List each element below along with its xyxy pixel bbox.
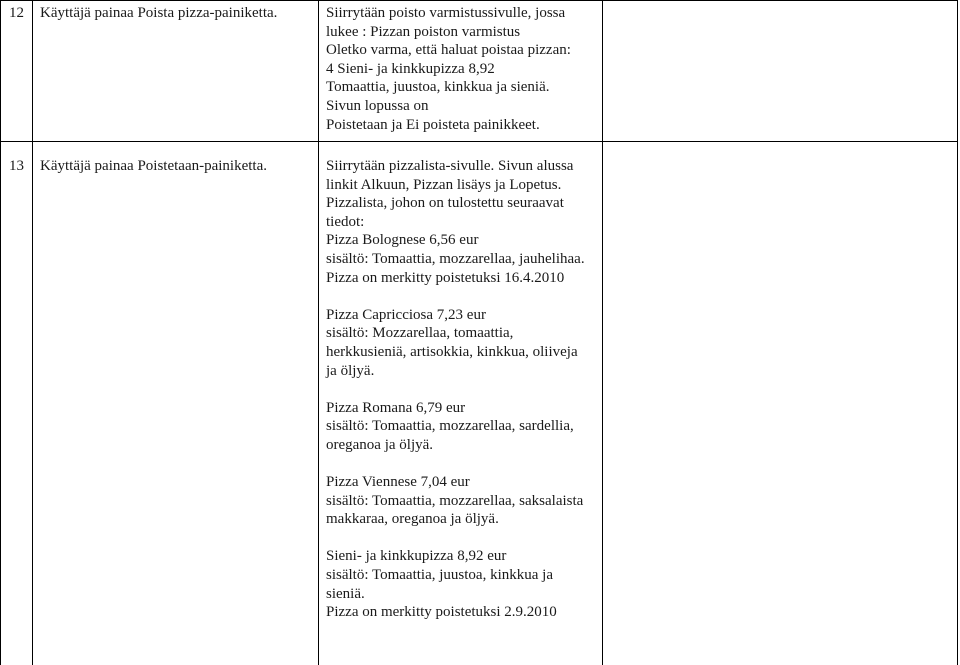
- result-line: makkaraa, oreganoa ja öljyä.: [326, 511, 499, 528]
- result-line: Oletko varma, että haluat poistaa pizzan:: [326, 42, 571, 59]
- blank-line: [326, 287, 585, 306]
- blank-line: [326, 380, 585, 399]
- result-line: sisältö: Tomaattia, mozzarellaa, jauhelihaa.: [326, 250, 585, 267]
- table-divider-result: [602, 0, 603, 665]
- blank-line: [326, 455, 585, 474]
- result-line: Pizzalista, johon on tulostettu seuraavat: [326, 195, 564, 212]
- action-text: Käyttäjä painaa Poista pizza-painiketta.: [40, 5, 278, 21]
- row-divider: [0, 141, 958, 142]
- result-line: ja öljyä.: [326, 362, 375, 379]
- result-line: Pizza Capricciosa 7,23 eur: [326, 306, 486, 323]
- result-line: Tomaattia, juustoa, kinkkua ja sieniä.: [326, 79, 550, 96]
- action-text: Käyttäjä painaa Poistetaan-painiketta.: [40, 158, 267, 174]
- table-border-right: [957, 0, 958, 665]
- result-line: Pizza Viennese 7,04 eur: [326, 474, 470, 491]
- result-line: sieniä.: [326, 585, 365, 602]
- result-line: 4 Sieni- ja kinkkupizza 8,92: [326, 60, 495, 77]
- result-line: linkit Alkuun, Pizzan lisäys ja Lopetus.: [326, 176, 562, 193]
- row-number: 13: [9, 158, 24, 174]
- result-line: sisältö: Mozzarellaa, tomaattia,: [326, 325, 514, 342]
- result-line: tiedot:: [326, 213, 365, 230]
- result-line: Poistetaan ja Ei poisteta painikkeet.: [326, 116, 540, 133]
- result-line: Pizza on merkitty poistetuksi 2.9.2010: [326, 604, 557, 621]
- result-line: sisältö: Tomaattia, mozzarellaa, saksalaista: [326, 492, 584, 509]
- table-divider-number: [32, 0, 33, 665]
- result-line: Sieni- ja kinkkupizza 8,92 eur: [326, 548, 507, 565]
- blank-line: [326, 529, 585, 548]
- result-line: Pizza Bolognese 6,56 eur: [326, 232, 479, 249]
- result-line: Pizza on merkitty poistetuksi 16.4.2010: [326, 269, 565, 286]
- result-line: herkkusieniä, artisokkia, kinkkua, oliiveja: [326, 343, 578, 360]
- result-line: oreganoa ja öljyä.: [326, 436, 434, 453]
- table-divider-action: [318, 0, 319, 665]
- row-number: 12: [9, 5, 24, 21]
- result-line: lukee : Pizzan poiston varmistus: [326, 23, 521, 40]
- result-text: [326, 157, 585, 622]
- result-text: [326, 4, 571, 134]
- result-line: Sivun lopussa on: [326, 97, 429, 114]
- result-line: Pizza Romana 6,79 eur: [326, 399, 466, 416]
- result-line: Siirrytään pizzalista-sivulle. Sivun alussa: [326, 158, 574, 174]
- result-line: sisältö: Tomaattia, juustoa, kinkkua ja: [326, 567, 553, 584]
- result-line: Siirrytään poisto varmistussivulle, jossa: [326, 5, 566, 21]
- result-line: sisältö: Tomaattia, mozzarellaa, sardellia,: [326, 418, 574, 435]
- table-border-top: [0, 0, 958, 1]
- table-border-left: [0, 0, 1, 665]
